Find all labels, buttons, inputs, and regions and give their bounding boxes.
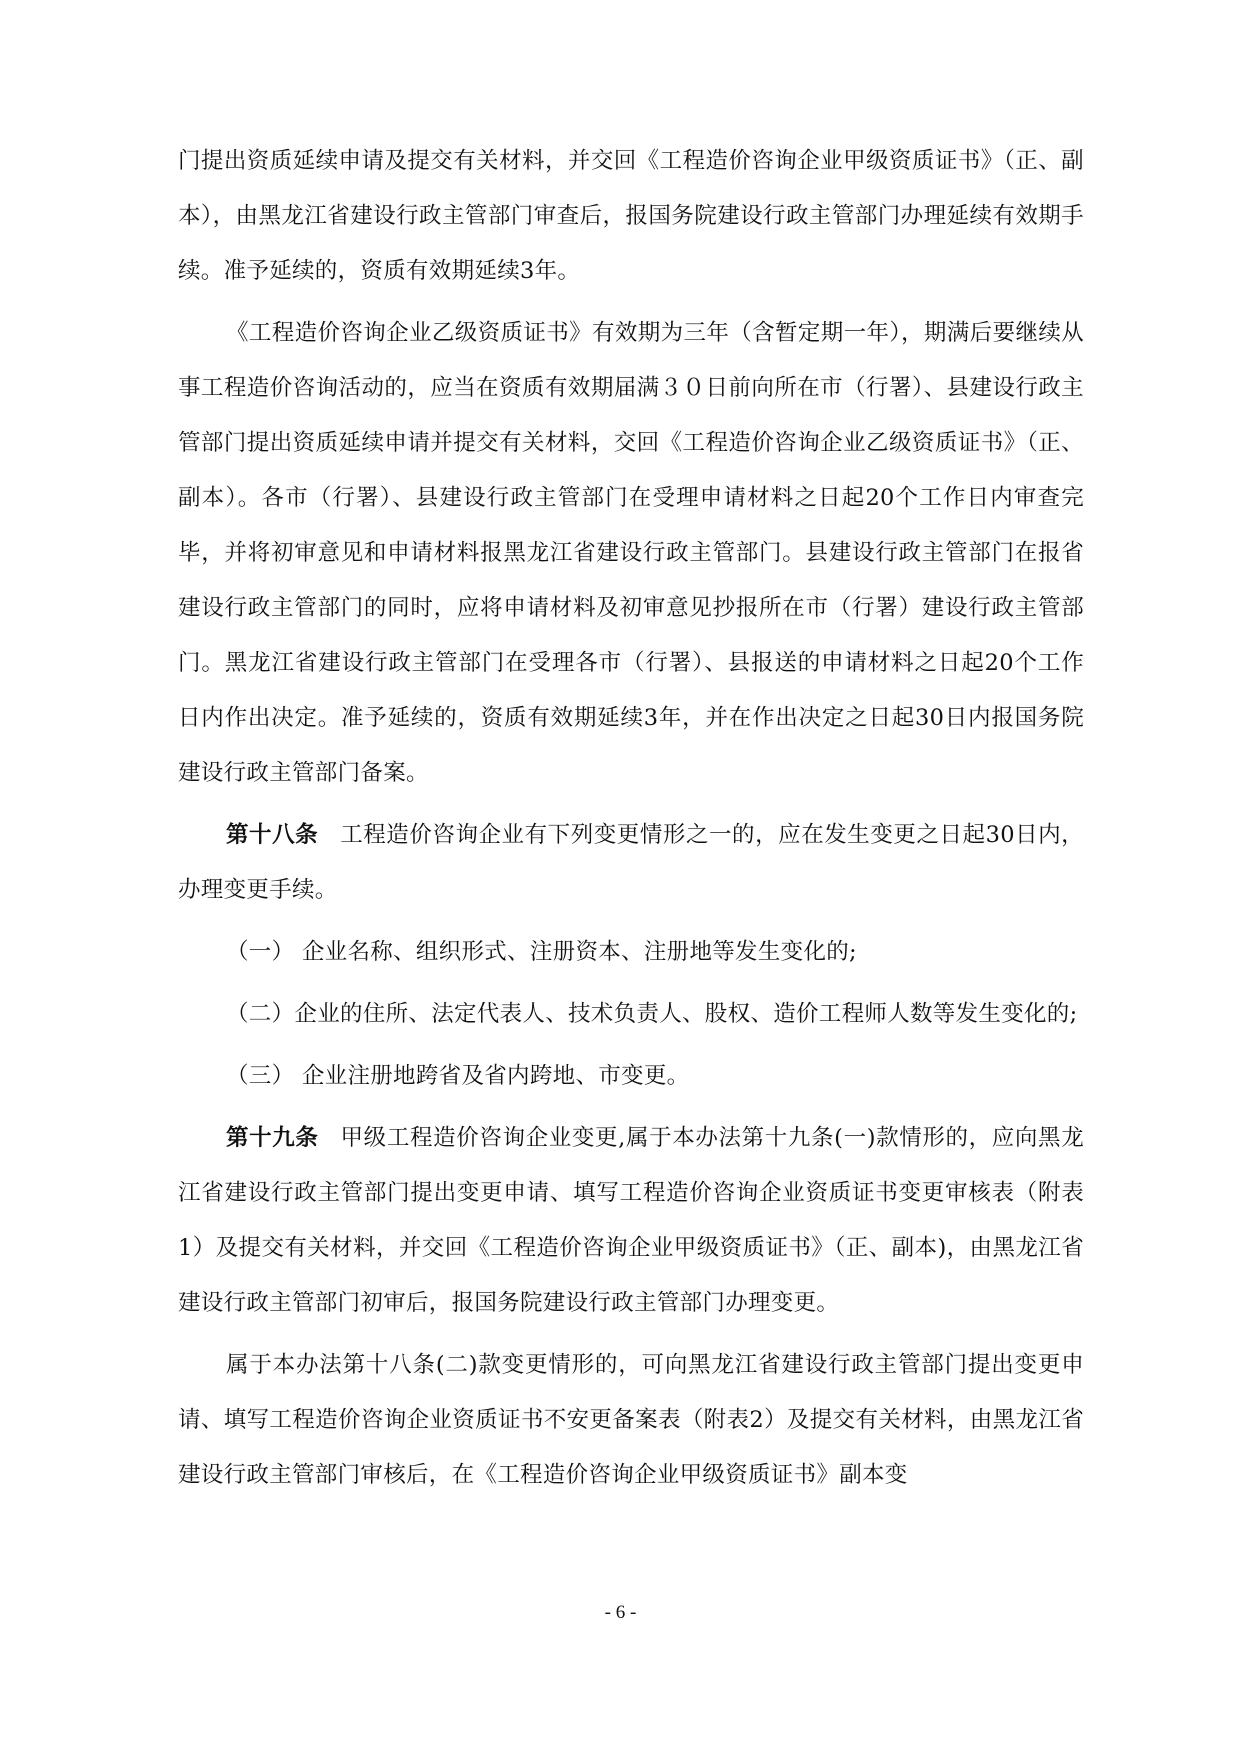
list-item-text: （三） 企业注册地跨省及省内跨地、市变更。: [226, 1063, 690, 1089]
paragraph-continuation: [178, 134, 1084, 299]
article-19: [178, 1111, 1084, 1331]
list-item-2: [178, 987, 1084, 1042]
list-item-text: （二）企业的住所、法定代表人、技术负责人、股权、造价工程师人数等发生变化的;: [226, 1001, 1078, 1027]
list-item-1: [178, 925, 1084, 980]
article-number: 第十八条: [226, 822, 319, 848]
paragraph-text: 《工程造价咨询企业乙级资质证书》有效期为三年（含暂定期一年），期满后要继续从事工程造价咨询活动的，应当在资质有效期届满３０日前向所在市（行署）、县建设行政主管部门提出资质延续申请并提交有关材料，交回《工程造价咨询企业乙级资质证书》（正、副本）。各市（行署）、县建设行政主管部门在受理申请材料之日起20个工作日内审查完毕，并将初审意见和申请材料报黑龙江省建设行政主管部门。县建设行政主管部门在报省建设行政主管部门的同时，应将申请材料及初审意见抄报所在市（行署）建设行政主管部门。黑龙江省建设行政主管部门在受理各市（行署）、县报送的申请材料之日起20个工作日内作出决定。准予延续的，资质有效期延续3年，并在作出决定之日起30日内报国务院建设行政主管部门备案。: [178, 320, 1084, 786]
list-item-text: （一） 企业名称、组织形式、注册资本、注册地等发生变化的;: [226, 939, 857, 965]
article-number: 第十九条: [226, 1125, 319, 1151]
paragraph-text: 甲级工程造价咨询企业变更,属于本办法第十九条(一)款情形的，应向黑龙江省建设行政主管部门提出变更申请、填写工程造价咨询企业资质证书变更审核表（附表1）及提交有关材料，并交回《工程造价咨询企业甲级资质证书》（正、副本)，由黑龙江省建设行政主管部门初审后，报国务院建设行政主管部门办理变更。: [178, 1125, 1084, 1316]
paragraph-text: 工程造价咨询企业有下列变更情形之一的，应在发生变更之日起30日内，办理变更手续。: [178, 822, 1084, 903]
page-number: - 6 -: [604, 1602, 637, 1623]
paragraph-text: 属于本办法第十八条(二)款变更情形的，可向黑龙江省建设行政主管部门提出变更申请、填写工程造价咨询企业资质证书不安更备案表（附表2）及提交有关材料，由黑龙江省建设行政主管部门审核后，在《工程造价咨询企业甲级资质证书》副本变: [178, 1352, 1084, 1488]
paragraph-text: 门提出资质延续申请及提交有关材料，并交回《工程造价咨询企业甲级资质证书》（正、副本），由黑龙江省建设行政主管部门审查后，报国务院建设行政主管部门办理延续有效期手续。准予延续的，资质有效期延续3年。: [178, 148, 1084, 284]
paragraph-article-18-2-change: [178, 1338, 1084, 1503]
list-item-3: [178, 1049, 1084, 1104]
document-body: [178, 134, 1084, 1503]
article-18: [178, 808, 1084, 918]
paragraph-class-b-validity: [178, 306, 1084, 801]
